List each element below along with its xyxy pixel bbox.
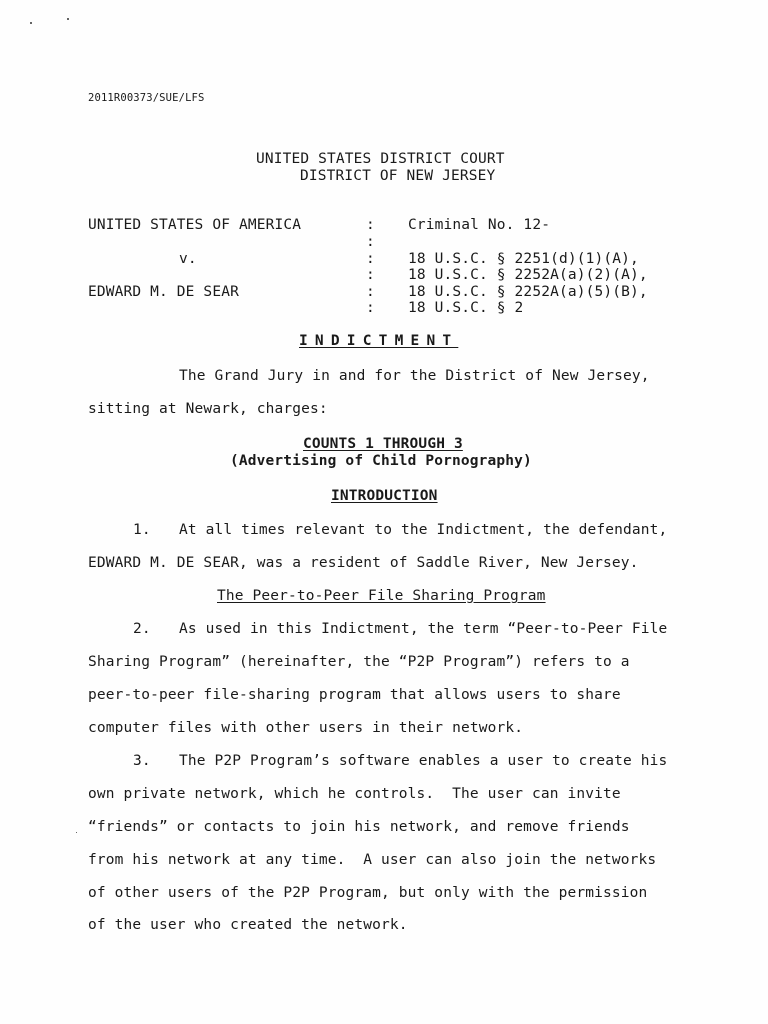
paragraph-number: 1. [133, 522, 151, 538]
paragraph-line: At all times relevant to the Indictment, the defendant, [179, 522, 668, 538]
scan-speck [76, 832, 77, 833]
paragraph-line: own private network, which he controls. The user can invite [88, 786, 621, 802]
paragraph-line: computer files with other users in their network. [88, 720, 524, 736]
paragraph-line: from his network at any time. A user can also join the networks [88, 852, 657, 868]
versus: v. [179, 251, 197, 267]
statute-citation: 18 U.S.C. § 2252A(a)(2)(A), [408, 267, 648, 283]
statute-citation: 18 U.S.C. § 2252A(a)(5)(B), [408, 284, 648, 300]
intro-line: sitting at Newark, charges: [88, 401, 328, 417]
paragraph-number: 2. [133, 621, 151, 637]
paragraph-line: of other users of the P2P Program, but only with the permission [88, 885, 648, 901]
court-name: UNITED STATES DISTRICT COURT [256, 151, 505, 167]
scan-speck [67, 18, 69, 20]
paragraph-line: peer-to-peer file-sharing program that allows users to share [88, 687, 621, 703]
paragraph-line: The P2P Program’s software enables a user to create his [179, 753, 668, 769]
caption-colon: : [366, 300, 375, 316]
intro-line: The Grand Jury in and for the District of New Jersey, [179, 368, 650, 384]
caption-colon: : [366, 217, 375, 233]
paragraph-line: of the user who created the network. [88, 917, 408, 933]
paragraph-line: Sharing Program” (hereinafter, the “P2P Program”) refers to a [88, 654, 630, 670]
caption-colon: : [366, 284, 375, 300]
court-district: DISTRICT OF NEW JERSEY [300, 168, 496, 184]
document-title: INDICTMENT [299, 333, 459, 349]
subsection-heading: The Peer-to-Peer File Sharing Program [217, 588, 546, 604]
paragraph-number: 3. [133, 753, 151, 769]
paragraph-line: EDWARD M. DE SEAR, was a resident of Saddle River, New Jersey. [88, 555, 639, 571]
statute-citation: 18 U.S.C. § 2 [408, 300, 524, 316]
caption-colon: : [366, 234, 375, 250]
criminal-number: Criminal No. 12- [408, 217, 551, 233]
statute-citation: 18 U.S.C. § 2251(d)(1)(A), [408, 251, 639, 267]
defendant-name: EDWARD M. DE SEAR [88, 284, 239, 300]
scan-speck [30, 22, 32, 24]
section-heading: INTRODUCTION [331, 488, 438, 504]
paragraph-line: “friends” or contacts to join his network, and remove friends [88, 819, 630, 835]
counts-heading: COUNTS 1 THROUGH 3 [303, 436, 463, 452]
caption-colon: : [366, 267, 375, 283]
plaintiff-name: UNITED STATES OF AMERICA [88, 217, 302, 233]
paragraph-line: As used in this Indictment, the term “Peer-to-Peer File [179, 621, 668, 637]
counts-subheading: (Advertising of Child Pornography) [230, 453, 532, 469]
caption-colon: : [366, 251, 375, 267]
file-reference: 2011R00373/SUE/LFS [88, 92, 205, 104]
